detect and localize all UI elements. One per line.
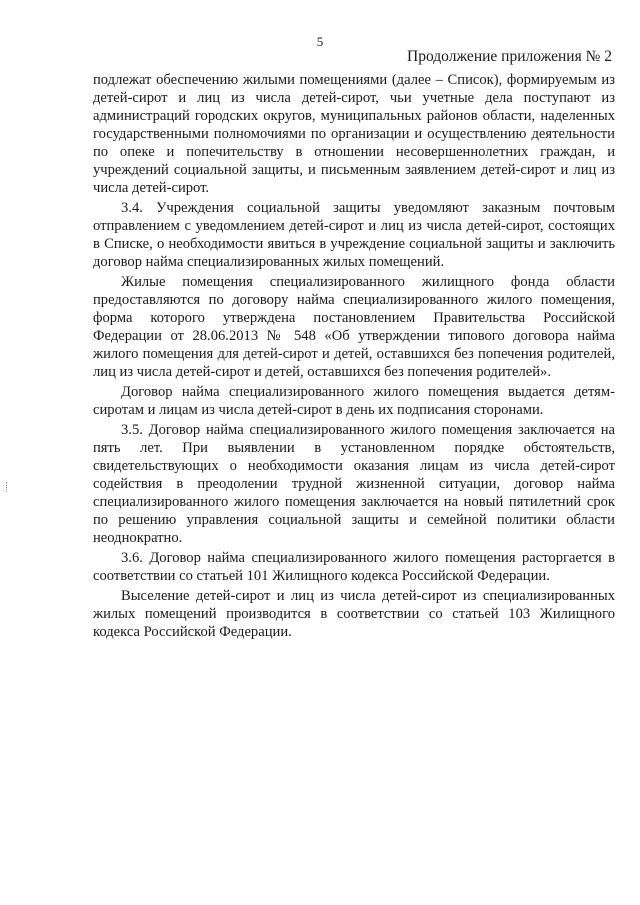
paragraph-3-4-notification: 3.4. Учреждения социальной защиты уведомляют заказным почтовым отправлением с уведомлением детей-сирот и лиц из числа детей-сирот, состоящих в Списке, о необходимости явиться в учреждение социальной защиты и заключить договор найма специализированных жилых помещений. (93, 200, 615, 270)
document-body (93, 71, 615, 643)
paragraph-eviction: Выселение детей-сирот и лиц из числа детей-сирот из специализированных жилых помещений производится в соответствии со статьей 103 Жилищного кодекса Российской Федерации. (93, 588, 615, 640)
paragraph-contract-issuance: Договор найма специализированного жилого помещения выдается детям-сиротам и лицам из числа детей-сирот в день их подписания сторонами. (93, 384, 615, 418)
scan-margin-mark (6, 482, 9, 492)
page-number: 5 (316, 34, 324, 49)
paragraph-3-5-contract-term: 3.5. Договор найма специализированного жилого помещения заключается на пять лет. При выявлении в установленном порядке обстоятельств, свидетельствующих о необходимости оказания лицам из числа детей-сирот содействия в преодолении трудной жизненной ситуации, договор найма специализированного жилого помещения заключается на новый пятилетний срок по решению управления социальной защиты и семейной политики области неоднократно. (93, 422, 615, 546)
paragraph-3-6-termination: 3.6. Договор найма специализированного жилого помещения расторгается в соответствии со статьей 101 Жилищного кодекса Российской Федерации. (93, 550, 615, 584)
appendix-continuation-header: Продолжение приложения № 2 (407, 48, 612, 65)
paragraph-housing-provision: Жилые помещения специализированного жилищного фонда области предоставляются по договору найма специализированного жилого помещения, форма которого утверждена постановлением Правительства Российской Федерации от 28.06.2013 № 548 «Об утверждении типового договора найма жилого помещения для детей-сирот и детей, оставшихся без попечения родителей, лиц из числа детей-сирот и детей, оставшихся без попечения родителей». (93, 274, 615, 380)
paragraph-list-formation: подлежат обеспечению жилыми помещениями (далее – Список), формируемым из детей-сирот и лиц из числа детей-сирот, чьи учетные дела поступают из администраций городских округов, муниципальных районов области, наделенных государственными полномочиями по организации и осуществлению деятельности по опеке и попечительству в отношении несовершеннолетних граждан, и учреждений социальной защиты, и письменным заявлением детей-сирот и лиц из числа детей-сирот. (93, 72, 615, 196)
